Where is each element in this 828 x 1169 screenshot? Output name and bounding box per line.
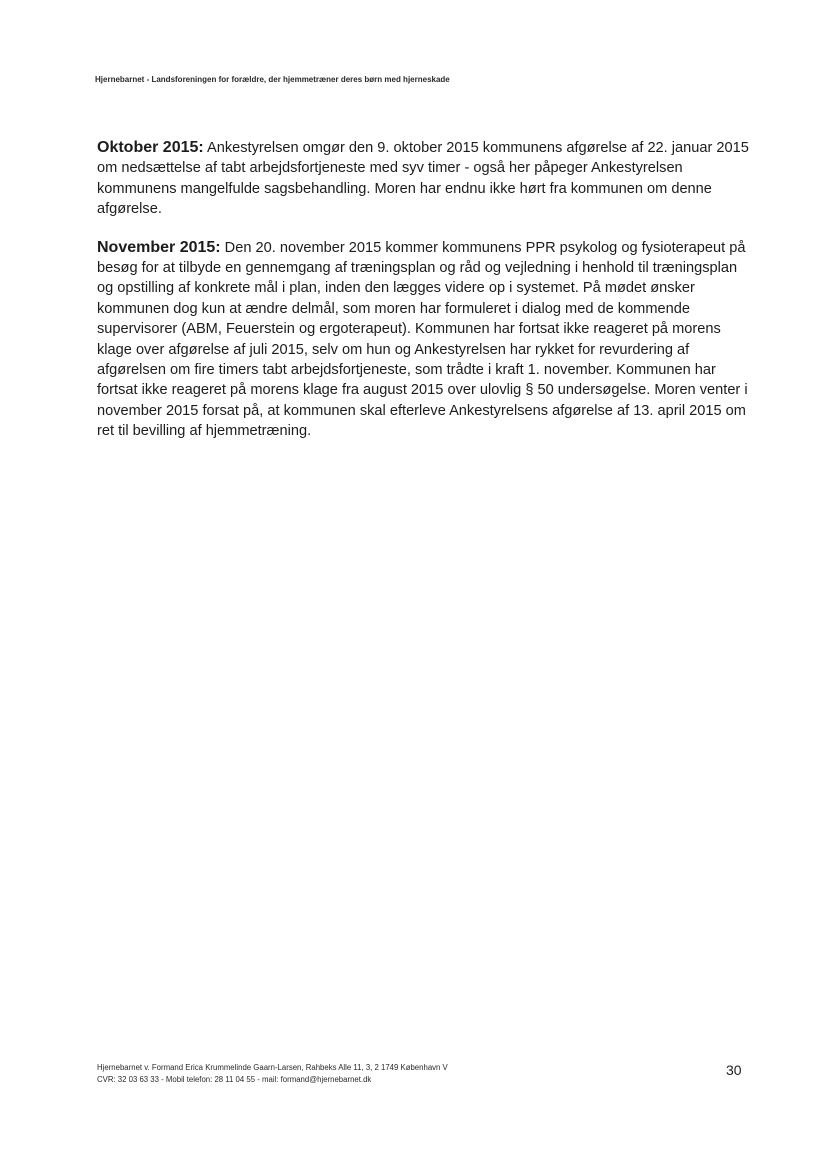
footer-address: Hjernebarnet v. Formand Erica Krummelinde Gaarn-Larsen, Rahbeks Alle 11, 3, 2 1749 København V bbox=[97, 1063, 448, 1072]
entry-text: Den 20. november 2015 kommer kommunens PPR psykolog og fysioterapeut på besøg for at tilbyde en gennemgang af træningsplan og råd og vejledning i henhold til træningsplan og opstilling af konkrete mål i plan, inden den lægges videre op i systemet. På mødet ønsker kommunen dog kun at ændre delmål, som moren har formuleret i dialog med de kommende supervisorer (ABM, Feuerstein og ergoterapeut). Kommunen har fortsat ikke reageret på morens klage over afgørelse af juli 2015, selv om hun og Ankestyrelsen har rykket for revurdering af afgørelsen om fire timers tabt arbejdsfortjeneste, som trådte i kraft 1. november. Kommunen har fortsat ikke reageret på morens klage fra august 2015 over ulovlig § 50 undersøgelse. Moren venter i november 2015 forsat på, at kommunen skal efterleve Ankestyrelsens afgørelse af 13. april 2015 om ret til bevilling af hjemmetræning. bbox=[97, 239, 748, 440]
footer-contact: CVR: 32 03 63 33 - Mobil telefon: 28 11 04 55 - mail: formand@hjernebarnet.dk bbox=[97, 1075, 372, 1084]
entry-label: Oktober 2015: bbox=[97, 139, 204, 156]
page-footer bbox=[97, 1062, 448, 1086]
entry-november-2015 bbox=[97, 238, 757, 442]
page-header: Hjernebarnet - Landsforeningen for forældre, der hjemmetræner deres børn med hjerneskade bbox=[95, 75, 450, 84]
page-number: 30 bbox=[726, 1062, 742, 1078]
entry-oktober-2015 bbox=[97, 138, 757, 220]
entry-text: Ankestyrelsen omgør den 9. oktober 2015 kommunens afgørelse af 22. januar 2015 om nedsættelse af tabt arbejdsfortjeneste med syv timer - også her påpeger Ankestyrelsen kommunens mangelfulde sagsbehandling. Moren har endnu ikke hørt fra kommunen om denne afgørelse. bbox=[97, 140, 749, 218]
document-body bbox=[97, 138, 757, 460]
entry-label: November 2015: bbox=[97, 238, 221, 256]
